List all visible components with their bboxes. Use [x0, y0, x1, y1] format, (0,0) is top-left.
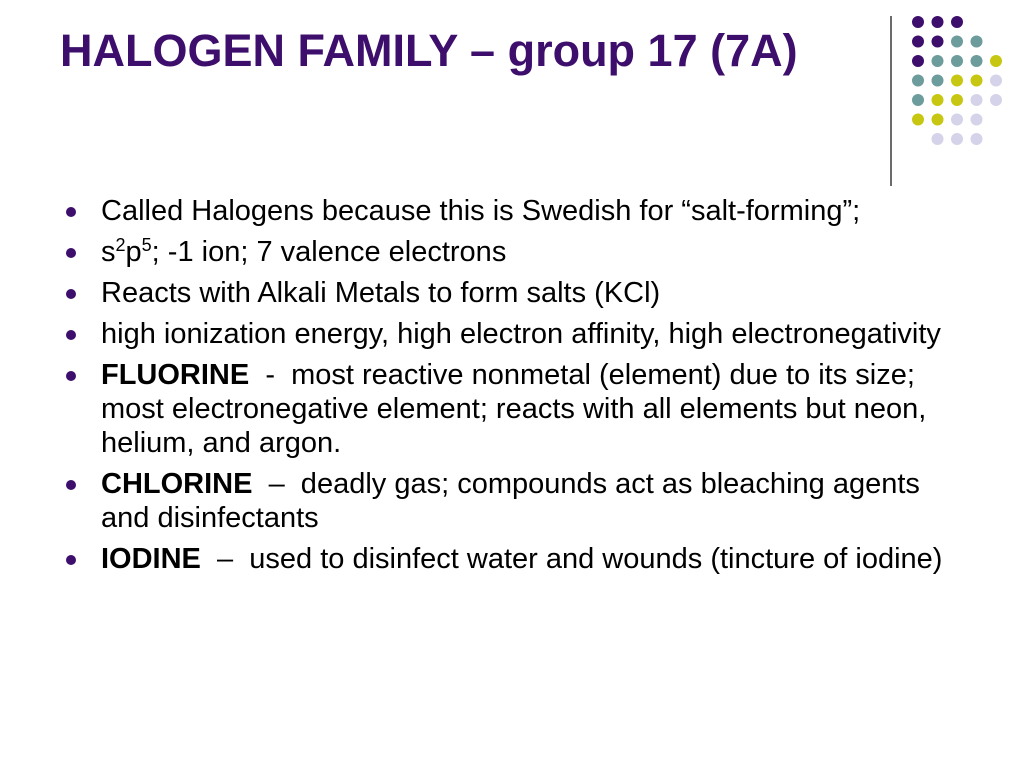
decorative-dot: [951, 75, 963, 87]
superscript-2: 2: [115, 235, 126, 255]
bullet-item: [66, 317, 966, 351]
bullet-dot-icon: [66, 480, 76, 490]
slide-title: HALOGEN FAMILY – group 17 (7A): [60, 25, 798, 76]
decorative-dot: [912, 94, 924, 106]
decorative-dot: [912, 114, 924, 126]
bullet-text: Called Halogens because this is Swedish for “salt-forming”;: [101, 195, 861, 227]
decorative-dot: [951, 133, 963, 145]
bullet-text-p: p: [125, 236, 142, 268]
decorative-dot: [990, 55, 1002, 67]
bullet-dot-icon: [66, 371, 76, 381]
decorative-dot: [912, 16, 924, 28]
decorative-dot: [912, 36, 924, 48]
decorative-dot: [990, 94, 1002, 106]
bullet-text-s: s: [101, 236, 116, 268]
bullet-list: [66, 194, 966, 583]
decorative-dot: [951, 55, 963, 67]
decorative-dot: [912, 75, 924, 87]
decorative-dot: [971, 114, 983, 126]
decorative-dot: [932, 16, 944, 28]
element-name-iodine: IODINE: [101, 543, 201, 575]
decorative-dot: [990, 75, 1002, 87]
bullet-item: [66, 358, 966, 460]
element-name-chlorine: CHLORINE: [101, 468, 253, 500]
superscript-5: 5: [141, 235, 152, 255]
decorative-dot: [971, 133, 983, 145]
decorative-dot: [971, 75, 983, 87]
bullet-text: high ionization energy, high electron affinity, high electronegativity: [101, 318, 941, 350]
bullet-text: – deadly gas; compounds act as bleaching agents and disinfectants: [101, 468, 928, 534]
bullet-dot-icon: [66, 289, 76, 299]
bullet-dot-icon: [66, 555, 76, 565]
bullet-text: – used to disinfect water and wounds (tincture of iodine): [200, 543, 943, 575]
bullet-dot-icon: [66, 248, 76, 258]
decorative-dot: [932, 36, 944, 48]
bullet-text: Reacts with Alkali Metals to form salts (KCl): [101, 277, 661, 309]
decorative-dot: [932, 114, 944, 126]
decorative-dot: [932, 94, 944, 106]
decorative-dot: [971, 36, 983, 48]
decorative-dot: [932, 55, 944, 67]
bullet-item: [66, 235, 966, 269]
bullet-text: - most reactive nonmetal (element) due to its size; most electronegative element; reacts with all elements but neon, helium, and argon.: [101, 359, 935, 459]
bullet-item: [66, 467, 966, 535]
bullet-text: ; -1 ion; 7 valence electrons: [151, 236, 507, 268]
decorative-dot: [971, 55, 983, 67]
title-divider-line: [890, 16, 892, 186]
bullet-item: [66, 194, 966, 228]
bullet-dot-icon: [66, 207, 76, 217]
decorative-dot: [951, 16, 963, 28]
bullet-item: [66, 542, 966, 576]
decorative-dot: [951, 114, 963, 126]
bullet-item: [66, 276, 966, 310]
decorative-dot: [951, 36, 963, 48]
decorative-dot: [971, 94, 983, 106]
decorative-dot: [932, 75, 944, 87]
decorative-dot: [912, 55, 924, 67]
decorative-dot: [951, 94, 963, 106]
bullet-dot-icon: [66, 330, 76, 340]
element-name-fluorine: FLUORINE: [101, 359, 250, 391]
decorative-dot: [932, 133, 944, 145]
